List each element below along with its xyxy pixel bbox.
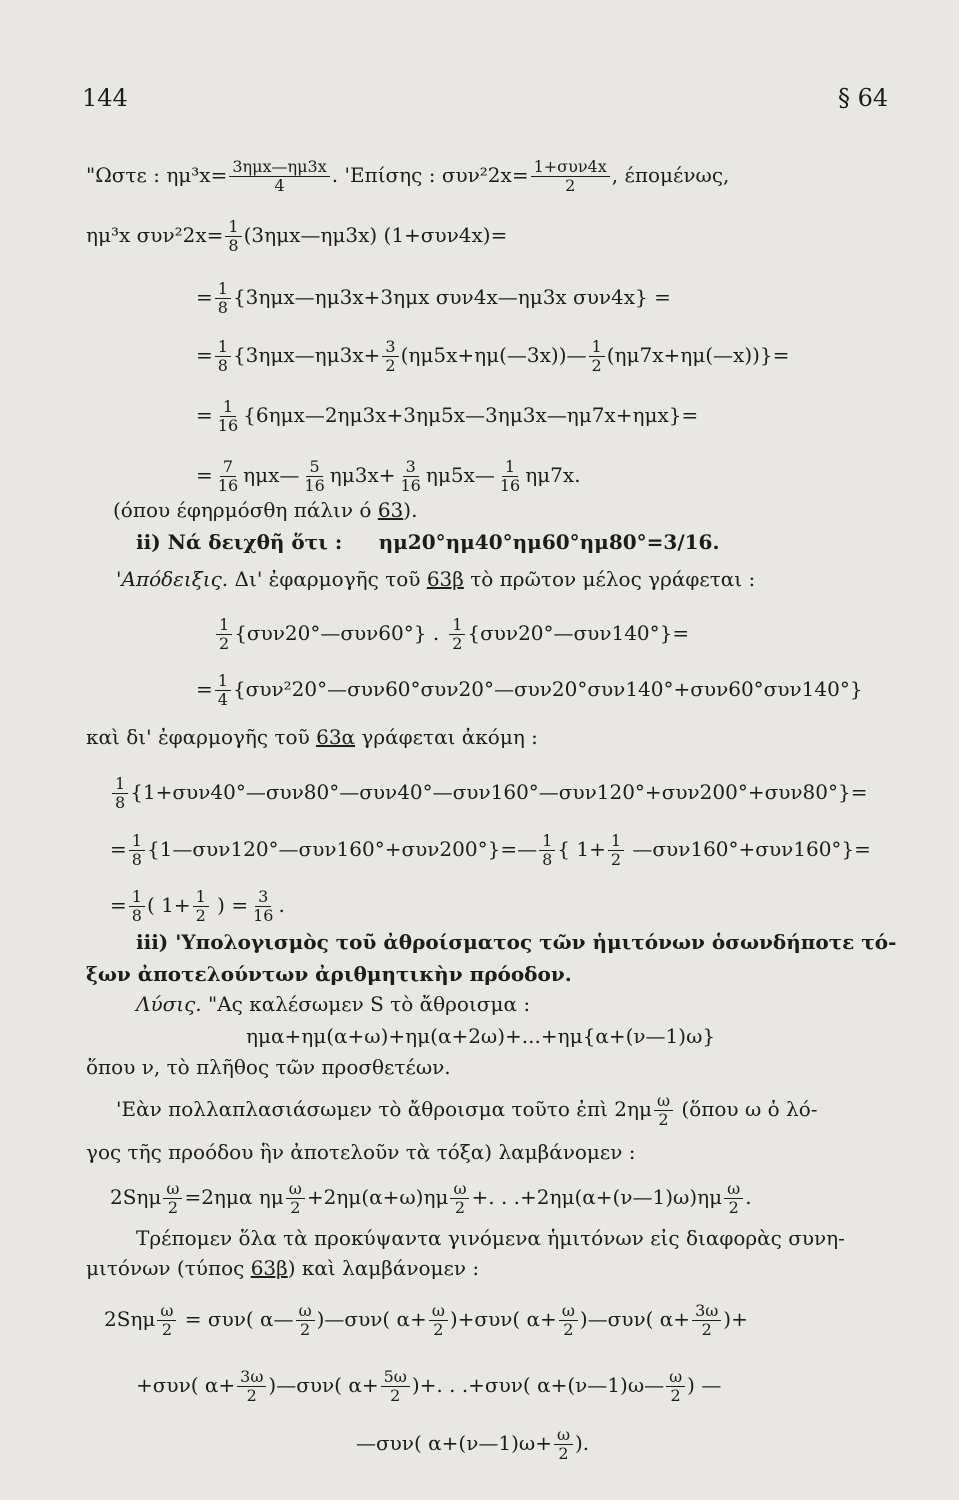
equation-line-5 — [196, 398, 698, 435]
fraction: $\frac{\omega}{2}$ — [654, 1092, 673, 1129]
text: )—συν( α+ — [579, 1307, 691, 1331]
fraction: $\frac{\text{3ημx—ημ3x}}{4}$ — [229, 158, 329, 195]
text: +. . .+2ημ(α+(ν—1)ω)ημ — [471, 1185, 723, 1209]
text: +2ημ(α+ω)ημ — [306, 1185, 449, 1209]
text: = — [196, 285, 213, 309]
text-line-12 — [86, 725, 538, 749]
equation-line-23 — [110, 1180, 752, 1217]
fraction: $\frac{1}{2}$ — [608, 832, 624, 869]
page-number: 144 — [82, 84, 128, 112]
fraction: $\frac{1}{2}$ — [589, 338, 605, 375]
text: 'Απόδειξις. — [116, 567, 229, 591]
equation-line-27 — [136, 1368, 721, 1405]
text: = — [196, 403, 213, 427]
text: {1+συν40°—συν80°—συν40°—συν160°—συν120°+συν200°+συν80°}= — [130, 780, 868, 804]
text: ημ³x συν²2x= — [86, 223, 224, 247]
equation-line-1 — [86, 158, 729, 195]
fraction: $\frac{\omega}{2}$ — [157, 1302, 176, 1339]
fraction: $\frac{1}{16}$ — [217, 397, 239, 435]
equation-line-14 — [110, 832, 871, 869]
text: , έπομένως, — [611, 163, 730, 187]
text: {6ημx—2ημ3x+3ημ5x—3ημ3x—ημ7x+ημx}= — [243, 403, 699, 427]
text: ημ7x. — [525, 463, 581, 487]
fraction: $\frac{1}{16}$ — [499, 457, 521, 495]
equation-line-10 — [214, 616, 689, 653]
fraction: $\frac{\omega}{2}$ — [286, 1180, 305, 1217]
text: =2ημα ημ — [184, 1185, 284, 1209]
fraction: $\frac{\omega}{2}$ — [163, 1180, 182, 1217]
text: . — [745, 1185, 752, 1209]
text: = — [110, 837, 127, 861]
text-line-7 — [113, 498, 417, 522]
text: {συν20°—συν60°} . — [234, 621, 440, 645]
fraction: $\frac{1}{8}$ — [215, 338, 231, 375]
text-line-8 — [136, 530, 719, 554]
text: ( 1+ — [146, 893, 191, 917]
fraction: $\frac{\omega}{2}$ — [554, 1426, 573, 1463]
fraction: $\frac{3\omega}{2}$ — [692, 1302, 721, 1339]
text: 'Εὰν πολλαπλασιάσωμεν τὸ ἄθροισμα τοῦτο ἐπὶ 2ημ — [116, 1097, 652, 1121]
equation-line-13 — [110, 775, 868, 812]
fraction: $\frac{3}{16}$ — [400, 457, 421, 495]
fraction: $\frac{1}{4}$ — [215, 672, 231, 709]
fraction: $\frac{\text{1+συν4x}}{2}$ — [531, 158, 610, 195]
text: ημx— — [243, 463, 300, 487]
fraction: $\frac{5\omega}{2}$ — [381, 1368, 410, 1405]
equation-line-28 — [356, 1426, 589, 1463]
text: . — [278, 893, 285, 917]
fraction: $\frac{1}{8}$ — [225, 218, 241, 255]
fraction: $\frac{1}{8}$ — [215, 280, 231, 317]
text: {3ημx—ημ3x+3ημx συν4x—ημ3x συν4x} = — [232, 285, 671, 309]
text-line-21 — [116, 1092, 818, 1129]
fraction: $\frac{1}{8}$ — [129, 832, 145, 869]
text: "Ας καλέσωμεν S τὸ ἄθροισμα : — [201, 992, 531, 1016]
fraction: $\frac{1}{2}$ — [216, 616, 232, 653]
reference: 63β — [426, 567, 464, 591]
text: (ημ5x+ημ(—3x))— — [400, 343, 587, 367]
equation-line-4 — [196, 338, 789, 375]
subheading: ii) Νά δειχθῆ ὅτι : — [136, 530, 343, 554]
text-line-24: Τρέπομεν ὅλα τὰ προκύψαντα γινόμενα ἡμιτόνων εἰς διαφορὰς συνη- — [136, 1226, 845, 1250]
fraction: $\frac{1}{2}$ — [193, 888, 209, 925]
equation-line-19: ημα+ημ(α+ω)+ημ(α+2ω)+...+ημ{α+(ν—1)ω} — [246, 1024, 716, 1048]
text: ) = — [210, 893, 249, 917]
fraction: $\frac{\omega}{2}$ — [450, 1180, 469, 1217]
text-line-22: γος τῆς προόδου ἣν ἀποτελοῦν τὰ τόξα) λαμβάνομεν : — [86, 1140, 636, 1164]
fraction: $\frac{3}{16}$ — [253, 887, 274, 925]
text: —συν160°+συν160°}= — [626, 837, 871, 861]
text: = συν( α— — [178, 1307, 294, 1331]
fraction: $\frac{\omega}{2}$ — [559, 1302, 578, 1339]
text: {συν²20°—συν60°συν20°—συν20°συν140°+συν60°συν140°} — [232, 677, 863, 701]
text: 2Sημ — [110, 1185, 162, 1209]
text: )—συν( α+ — [316, 1307, 427, 1331]
fraction: $\frac{1}{8}$ — [112, 775, 128, 812]
text: (ὅπου ω ὁ λό- — [675, 1097, 818, 1121]
text: {3ημx—ημ3x+ — [232, 343, 381, 367]
text: = — [196, 463, 213, 487]
text: γράφεται ἀκόμη : — [355, 725, 538, 749]
text: ) καὶ λαμβάνομεν : — [287, 1256, 480, 1280]
text: { 1+ — [557, 837, 606, 861]
fraction: $\frac{\omega}{2}$ — [666, 1368, 685, 1405]
text: μιτόνων (τύπος — [86, 1256, 251, 1280]
text: )—συν( α+ — [268, 1373, 379, 1397]
fraction: $\frac{7}{16}$ — [217, 457, 239, 495]
subheading-line-16: iii) 'Υπολογισμὸς τοῦ ἀθροίσματος τῶν ἡμιτόνων ὁσωνδήποτε τό- — [136, 930, 897, 954]
reference: 63 — [377, 498, 404, 522]
equation-line-11 — [196, 672, 863, 709]
text: = — [196, 343, 213, 367]
text: ημ20°ημ40°ημ60°ημ80°=3/16. — [378, 530, 720, 554]
equation-line-3 — [196, 280, 671, 317]
equation-line-6 — [196, 458, 581, 495]
text: (ημ7x+ημ(—x))}= — [606, 343, 790, 367]
text: (όπου έφηρμόσθη πάλιν ό — [113, 498, 378, 522]
text: Δι' ἐφαρμογῆς τοῦ — [228, 567, 427, 591]
text: {συν20°—συν140°}= — [467, 621, 690, 645]
text: καὶ δι' ἐφαρμογῆς τοῦ — [86, 725, 317, 749]
fraction: $\frac{1}{2}$ — [449, 616, 465, 653]
fraction: $\frac{\omega}{2}$ — [724, 1180, 743, 1217]
text-line-18 — [136, 992, 530, 1016]
text: ). — [575, 1431, 590, 1455]
fraction: $\frac{\omega}{2}$ — [429, 1302, 448, 1339]
text: (3ημx—ημ3x) (1+συν4x)= — [243, 223, 508, 247]
section-number: § 64 — [838, 84, 889, 112]
text: ημ5x— — [425, 463, 495, 487]
equation-line-26 — [104, 1302, 748, 1339]
text: {1—συν120°—συν160°+συν200°}=— — [146, 837, 538, 861]
text: = — [110, 893, 127, 917]
text: )+. . .+συν( α+(ν—1)ω— — [411, 1373, 665, 1397]
fraction: $\frac{3}{2}$ — [382, 338, 398, 375]
text: τὸ πρῶτον μέλος γράφεται : — [463, 567, 756, 591]
text-line-9 — [116, 567, 755, 591]
text: ) — — [687, 1373, 722, 1397]
equation-line-15 — [110, 888, 285, 925]
fraction: $\frac{\omega}{2}$ — [296, 1302, 315, 1339]
text-line-25 — [86, 1256, 479, 1280]
fraction: $\frac{1}{8}$ — [129, 888, 145, 925]
fraction: $\frac{1}{8}$ — [539, 832, 555, 869]
text: "Ωστε : ημ³x= — [86, 163, 228, 187]
subheading-line-17: ξων ἀποτελούντων ἀριθμητικὴν πρόοδον. — [86, 962, 572, 986]
text: ημ3x+ — [329, 463, 396, 487]
fraction: $\frac{3\omega}{2}$ — [237, 1368, 266, 1405]
reference: 63β — [250, 1256, 288, 1280]
equation-line-2 — [86, 218, 507, 255]
text: 2Sημ — [104, 1307, 156, 1331]
text: —συν( α+(ν—1)ω+ — [356, 1431, 552, 1455]
text: +συν( α+ — [136, 1373, 236, 1397]
text: = — [196, 677, 213, 701]
reference: 63α — [316, 725, 356, 749]
text: )+συν( α+ — [449, 1307, 557, 1331]
fraction: $\frac{5}{16}$ — [304, 457, 325, 495]
text: ). — [403, 498, 418, 522]
text-line-20: ὅπου ν, τὸ πλῆθος τῶν προσθετέων. — [86, 1055, 451, 1079]
text: . 'Επίσης : συν²2x= — [331, 163, 529, 187]
text: Λύσις. — [136, 992, 202, 1016]
text: )+ — [723, 1307, 748, 1331]
